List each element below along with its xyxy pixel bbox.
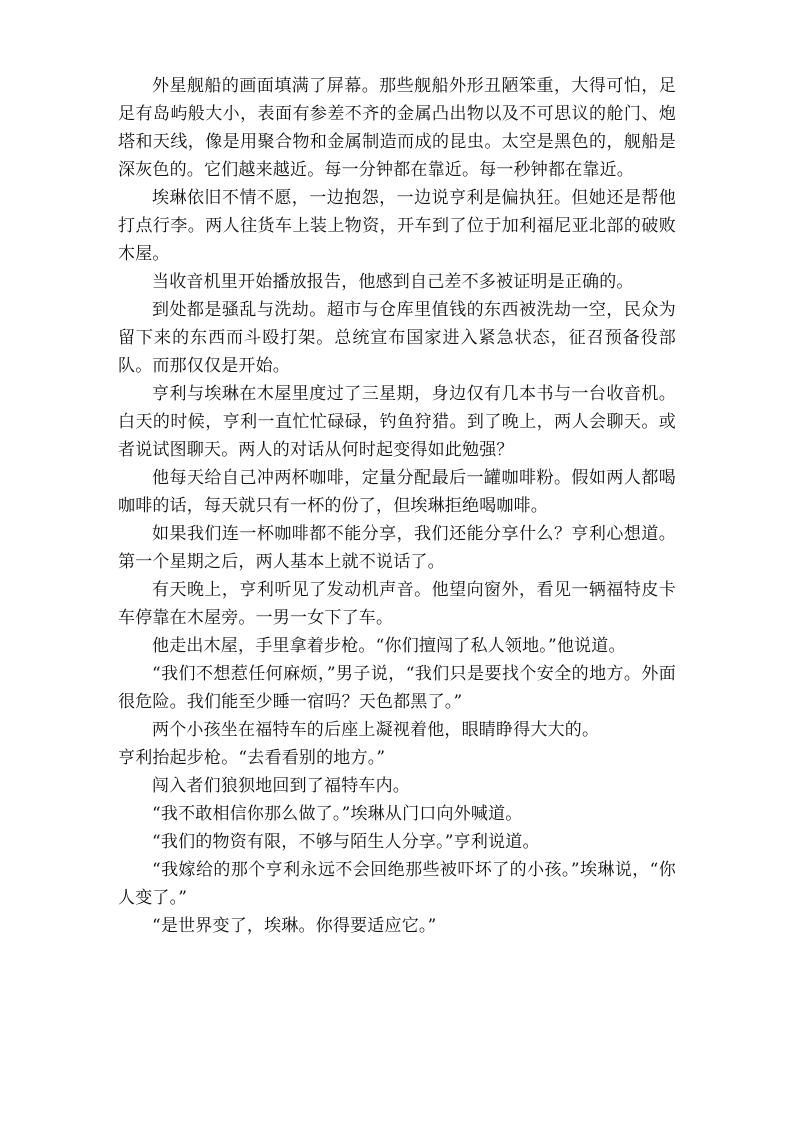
paragraph-11: 两个小孩坐在福特车的后座上凝视着他，眼睛睁得大大的。 [152,720,600,740]
paragraph-1: 外星舰船的画面填满了屏幕。那些舰船外形丑陋笨重，大得可怕，足足有岛屿般大小，表面有参差不齐的金属凸出物以及不可思议的舱门、炮塔和天线，像是用聚合物和金属制造而成的昆虫。太空是黑色的，舰船是深灰色的。它们越来越近。每一分钟都在靠近。每一秒钟都在靠近。 [118,76,676,180]
paragraph-9: 他走出木屋，手里拿着步枪。“你们擅闯了私人领地。”他说道。 [152,636,626,656]
story-text [118,72,676,940]
paragraph-2: 埃琳依旧不情不愿，一边抱怨，一边说亨利是偏执狂。但她还是帮他打点行李。两人往货车上装上物资，开车到了位于加利福尼亚北部的破败木屋。 [118,188,676,264]
paragraph-15: “我们的物资有限，不够与陌生人分享。”亨利说道。 [152,832,540,852]
paragraph-17: “是世界变了，埃琳。你得要适应它。” [152,916,437,936]
paragraph-12: 亨利抬起步枪。“去看看别的地方。” [118,748,386,768]
paragraph-7: 如果我们连一杯咖啡都不能分享，我们还能分享什么？亨利心想道。第一个星期之后，两人基本上就不说话了。 [118,524,676,572]
paragraph-16: “我嫁给的那个亨利永远不会回绝那些被吓坏了的小孩。”埃琳说，“你人变了。” [118,860,676,908]
paragraph-14: “我不敢相信你那么做了。”埃琳从门口向外喊道。 [152,804,523,824]
paragraph-10: “我们不想惹任何麻烦，”男子说，“我们只是要找个安全的地方。外面很危险。我们能至少睡一宿吗？天色都黑了。” [118,664,676,712]
paragraph-8: 有天晚上，亨利听见了发动机声音。他望向窗外，看见一辆福特皮卡车停靠在木屋旁。一男一女下了车。 [118,580,676,628]
paragraph-3: 当收音机里开始播放报告，他感到自己差不多被证明是正确的。 [152,272,634,292]
paragraph-4: 到处都是骚乱与洗劫。超市与仓库里值钱的东西被洗劫一空，民众为留下来的东西而斗殴打架。总统宣布国家进入紧急状态，征召预备役部队。而那仅仅是开始。 [118,300,676,376]
paragraph-5: 亨利与埃琳在木屋里度过了三星期，身边仅有几本书与一台收音机。白天的时候，亨利一直忙忙碌碌，钓鱼狩猎。到了晚上，两人会聊天。或者说试图聊天。两人的对话从何时起变得如此勉强？ [118,384,676,460]
paragraph-6: 他每天给自己冲两杯咖啡，定量分配最后一罐咖啡粉。假如两人都喝咖啡的话，每天就只有一杯的份了，但埃琳拒绝喝咖啡。 [118,468,676,516]
paragraph-13: 闯入者们狼狈地回到了福特车内。 [152,776,410,796]
